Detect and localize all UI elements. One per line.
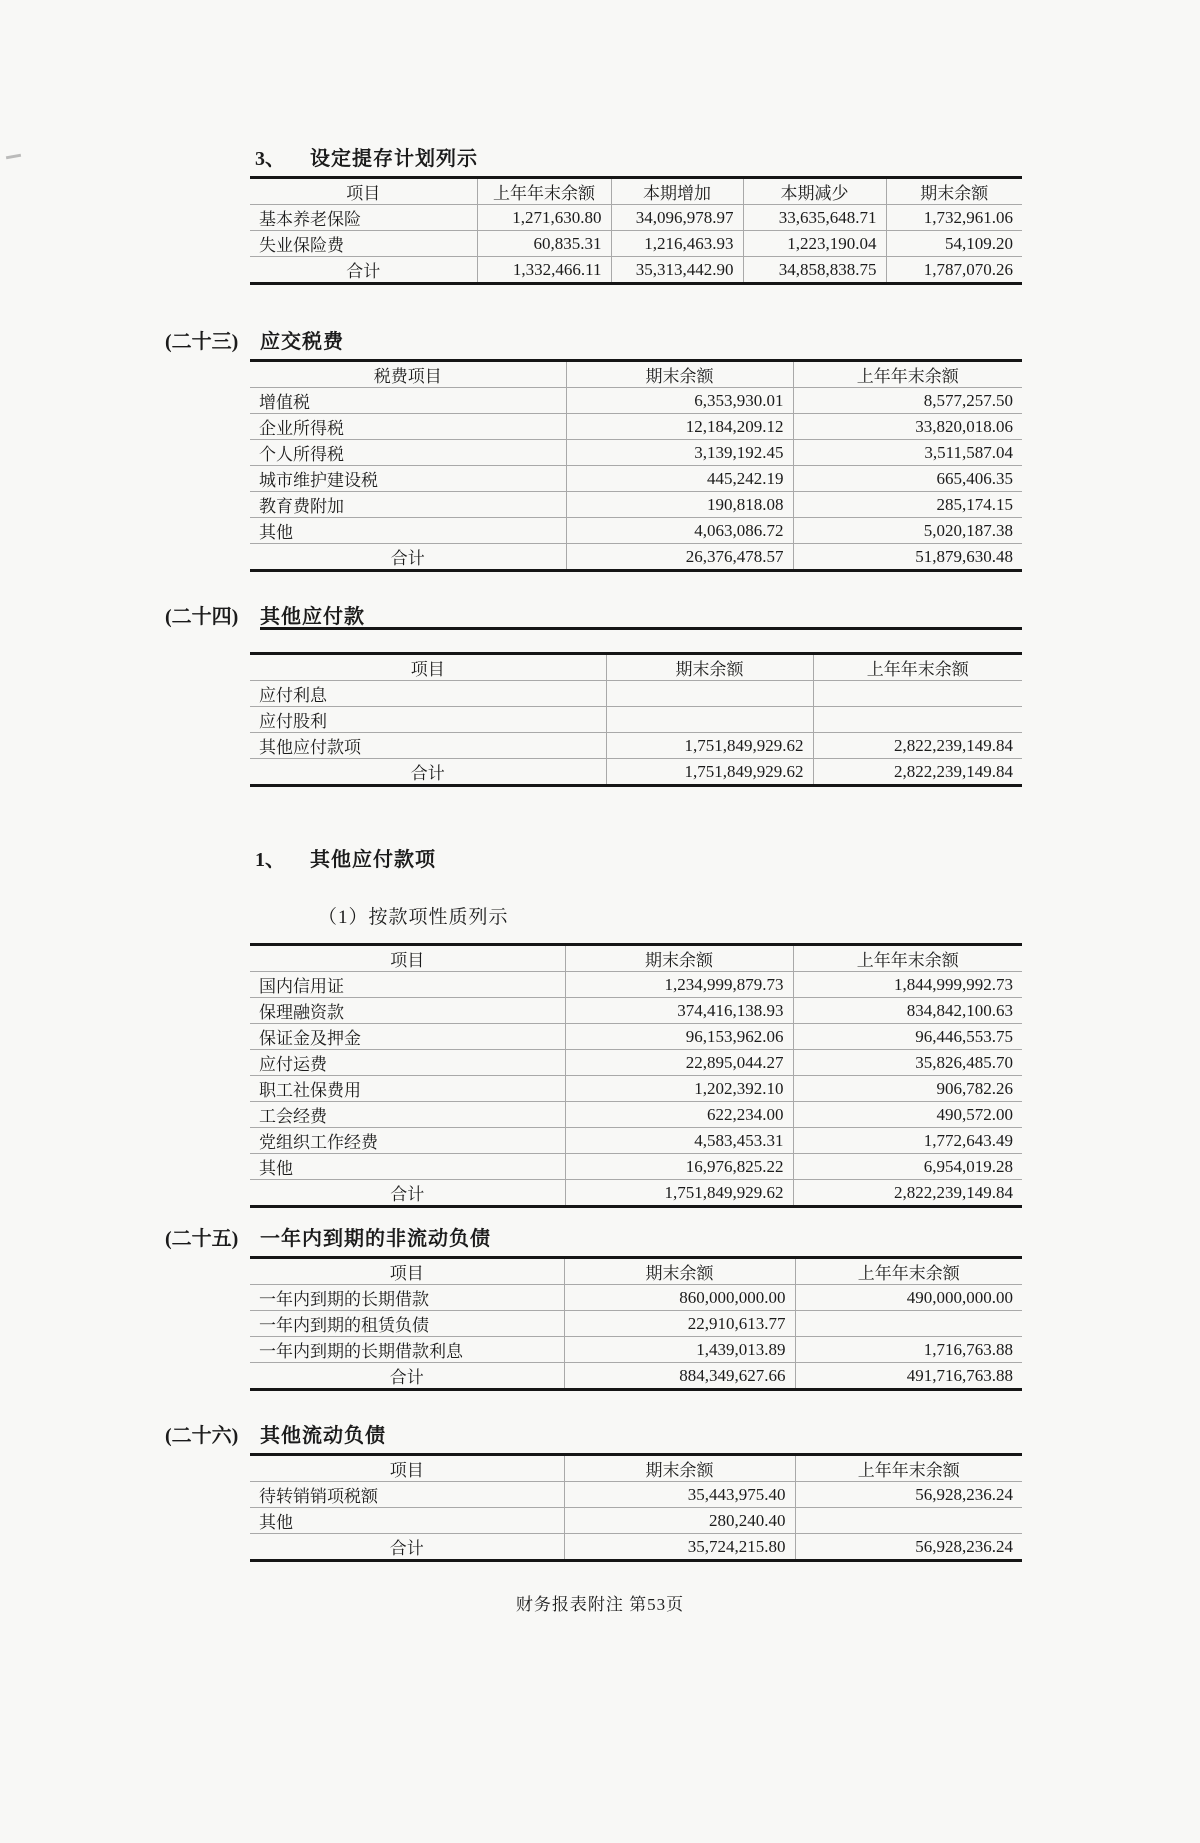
row-label: 一年内到期的长期借款 [250,1285,564,1311]
column-header: 本期减少 [743,178,886,205]
cell-value: 8,577,257.50 [793,388,1022,414]
column-header: 期末余额 [606,654,813,681]
cell-value: 22,895,044.27 [565,1050,793,1076]
column-header: 期末余额 [565,945,793,972]
cell-value: 96,153,962.06 [565,1024,793,1050]
column-header: 期末余额 [886,178,1022,205]
heading-title: 设定提存计划列示 [310,148,478,170]
taxes-payable-table [250,359,1022,572]
cell-value: 1,716,763.88 [795,1337,1022,1363]
row-label: 一年内到期的租赁负债 [250,1311,564,1337]
table-header-row [250,945,1022,972]
row-label: 合计 [250,1534,564,1561]
cell-value: 6,954,019.28 [793,1154,1022,1180]
table-row [250,440,1022,466]
cell-value: 374,416,138.93 [565,998,793,1024]
table-row [250,414,1022,440]
cell-value: 834,842,100.63 [793,998,1022,1024]
cell-value: 860,000,000.00 [564,1285,795,1311]
column-header: 项目 [250,1258,564,1285]
cell-value: 33,635,648.71 [743,205,886,231]
row-label: 保理融资款 [250,998,565,1024]
column-header: 上年年末余额 [795,1455,1022,1482]
column-header: 项目 [250,945,565,972]
cell-value: 1,787,070.26 [886,257,1022,284]
noncurrent-liabilities-due-within-one-year-table [250,1256,1022,1391]
row-label: 合计 [250,257,477,284]
cell-value: 1,772,643.49 [793,1128,1022,1154]
section-other-payables [0,604,1200,787]
table-row [250,1128,1022,1154]
row-label: 待转销销项税额 [250,1482,564,1508]
cell-value: 4,583,453.31 [565,1128,793,1154]
cell-value: 22,910,613.77 [564,1311,795,1337]
table-total-row [250,257,1022,284]
cell-value [813,707,1022,733]
row-label: 其他 [250,518,566,544]
column-header: 期末余额 [564,1258,795,1285]
heading-title: 一年内到期的非流动负债 [260,1228,491,1250]
row-label: 失业保险费 [250,231,477,257]
row-label: 合计 [250,759,606,786]
other-payables-table [250,652,1022,787]
cell-value: 1,844,999,992.73 [793,972,1022,998]
section-heading [255,146,1022,172]
cell-value [606,681,813,707]
row-label: 合计 [250,1180,565,1207]
table-header-row [250,178,1022,205]
row-label: 个人所得税 [250,440,566,466]
table-row [250,1102,1022,1128]
section-noncurrent-liabilities-due-within-one-year [0,1226,1200,1391]
table-row [250,1050,1022,1076]
cell-value: 1,223,190.04 [743,231,886,257]
row-label: 基本养老保险 [250,205,477,231]
heading-number: (二十六) [165,1425,239,1447]
row-label: 教育费附加 [250,492,566,518]
column-header: 上年年末余额 [793,945,1022,972]
cell-value: 1,751,849,929.62 [606,759,813,786]
table-row [250,733,1022,759]
table-row [250,466,1022,492]
column-header: 本期增加 [611,178,743,205]
cell-value: 35,443,975.40 [564,1482,795,1508]
row-label: 职工社保费用 [250,1076,565,1102]
other-payables-by-nature-table [250,943,1022,1208]
heading-title: 其他应付款项 [310,849,436,871]
cell-value: 26,376,478.57 [566,544,793,571]
row-label: 应付股利 [250,707,606,733]
section-taxes-payable [0,329,1200,572]
cell-value: 1,751,849,929.62 [565,1180,793,1207]
table-row [250,518,1022,544]
section-heading [165,329,1022,355]
row-label: 企业所得税 [250,414,566,440]
cell-value: 491,716,763.88 [795,1363,1022,1390]
cell-value: 56,928,236.24 [795,1534,1022,1561]
cell-value: 285,174.15 [793,492,1022,518]
heading-title: 应交税费 [260,331,344,353]
table-header-row [250,361,1022,388]
cell-value: 490,000,000.00 [795,1285,1022,1311]
cell-value: 3,511,587.04 [793,440,1022,466]
column-header: 上年年末余额 [795,1258,1022,1285]
table-total-row [250,1363,1022,1390]
table-row [250,1076,1022,1102]
cell-value: 490,572.00 [793,1102,1022,1128]
other-current-liabilities-table [250,1453,1022,1562]
cell-value: 34,096,978.97 [611,205,743,231]
row-label: 城市维护建设税 [250,466,566,492]
cell-value: 35,826,485.70 [793,1050,1022,1076]
table-row [250,1311,1022,1337]
section-subtitle: （1）按款项性质列示 [318,907,509,928]
table-row [250,388,1022,414]
table-row [250,1337,1022,1363]
row-label: 其他 [250,1508,564,1534]
table-header-row [250,654,1022,681]
section-heading [255,847,1022,873]
section-other-current-liabilities [0,1423,1200,1562]
column-header: 上年年末余额 [793,361,1022,388]
cell-value: 1,271,630.80 [477,205,611,231]
table-row [250,231,1022,257]
row-label: 应付利息 [250,681,606,707]
table-total-row [250,544,1022,571]
cell-value: 1,332,466.11 [477,257,611,284]
column-header: 项目 [250,1455,564,1482]
table-row [250,1285,1022,1311]
cell-value: 190,818.08 [566,492,793,518]
cell-value: 445,242.19 [566,466,793,492]
table-row [250,1508,1022,1534]
heading-number: (二十三) [165,331,239,353]
cell-value: 35,313,442.90 [611,257,743,284]
table-header-row [250,1455,1022,1482]
cell-value: 5,020,187.38 [793,518,1022,544]
heading-title: 其他应付款 [260,604,1022,630]
table-row [250,492,1022,518]
cell-value: 1,234,999,879.73 [565,972,793,998]
section-heading [165,604,1022,630]
cell-value: 16,976,825.22 [565,1154,793,1180]
table-row [250,998,1022,1024]
cell-value: 35,724,215.80 [564,1534,795,1561]
row-label: 党组织工作经费 [250,1128,565,1154]
cell-value [795,1508,1022,1534]
column-header: 期末余额 [566,361,793,388]
row-label: 其他 [250,1154,565,1180]
heading-title: 其他流动负债 [260,1425,386,1447]
defined-contribution-plan-table [250,176,1022,285]
cell-value: 1,439,013.89 [564,1337,795,1363]
heading-number: (二十五) [165,1228,239,1250]
table-row [250,681,1022,707]
cell-value: 1,751,849,929.62 [606,733,813,759]
row-label: 合计 [250,1363,564,1390]
cell-value: 34,858,838.75 [743,257,886,284]
column-header: 税费项目 [250,361,566,388]
cell-value: 280,240.40 [564,1508,795,1534]
row-label: 增值税 [250,388,566,414]
cell-value: 2,822,239,149.84 [793,1180,1022,1207]
cell-value: 96,446,553.75 [793,1024,1022,1050]
cell-value: 622,234.00 [565,1102,793,1128]
cell-value: 6,353,930.01 [566,388,793,414]
row-label: 工会经费 [250,1102,565,1128]
table-header-row [250,1258,1022,1285]
cell-value: 3,139,192.45 [566,440,793,466]
cell-value: 906,782.26 [793,1076,1022,1102]
table-row [250,1024,1022,1050]
column-header: 项目 [250,654,606,681]
row-label: 国内信用证 [250,972,565,998]
column-header: 上年年末余额 [477,178,611,205]
heading-number: 3、 [255,148,285,170]
cell-value: 33,820,018.06 [793,414,1022,440]
table-total-row [250,1534,1022,1561]
column-header: 上年年末余额 [813,654,1022,681]
cell-value: 4,063,086.72 [566,518,793,544]
row-label: 应付运费 [250,1050,565,1076]
cell-value: 12,184,209.12 [566,414,793,440]
row-label: 合计 [250,544,566,571]
cell-value: 2,822,239,149.84 [813,759,1022,786]
heading-number: (二十四) [165,606,239,628]
cell-value: 60,835.31 [477,231,611,257]
cell-value [795,1311,1022,1337]
table-row [250,707,1022,733]
table-row [250,1482,1022,1508]
cell-value: 2,822,239,149.84 [813,733,1022,759]
cell-value [606,707,813,733]
section-heading [165,1226,1022,1252]
cell-value: 884,349,627.66 [564,1363,795,1390]
table-total-row [250,1180,1022,1207]
cell-value: 51,879,630.48 [793,544,1022,571]
table-total-row [250,759,1022,786]
row-label: 其他应付款项 [250,733,606,759]
column-header: 期末余额 [564,1455,795,1482]
cell-value [813,681,1022,707]
table-row [250,1154,1022,1180]
table-row [250,205,1022,231]
page-footer: 财务报表附注 第53页 [515,1595,685,1614]
cell-value: 1,202,392.10 [565,1076,793,1102]
cell-value: 1,732,961.06 [886,205,1022,231]
row-label: 保证金及押金 [250,1024,565,1050]
table-row [250,972,1022,998]
cell-value: 56,928,236.24 [795,1482,1022,1508]
column-header: 项目 [250,178,477,205]
section-other-payables-by-nature [0,847,1200,1208]
cell-value: 1,216,463.93 [611,231,743,257]
cell-value: 665,406.35 [793,466,1022,492]
row-label: 一年内到期的长期借款利息 [250,1337,564,1363]
section-heading [165,1423,1022,1449]
heading-number: 1、 [255,849,285,871]
cell-value: 54,109.20 [886,231,1022,257]
section-defined-contribution-plan [0,146,1200,285]
